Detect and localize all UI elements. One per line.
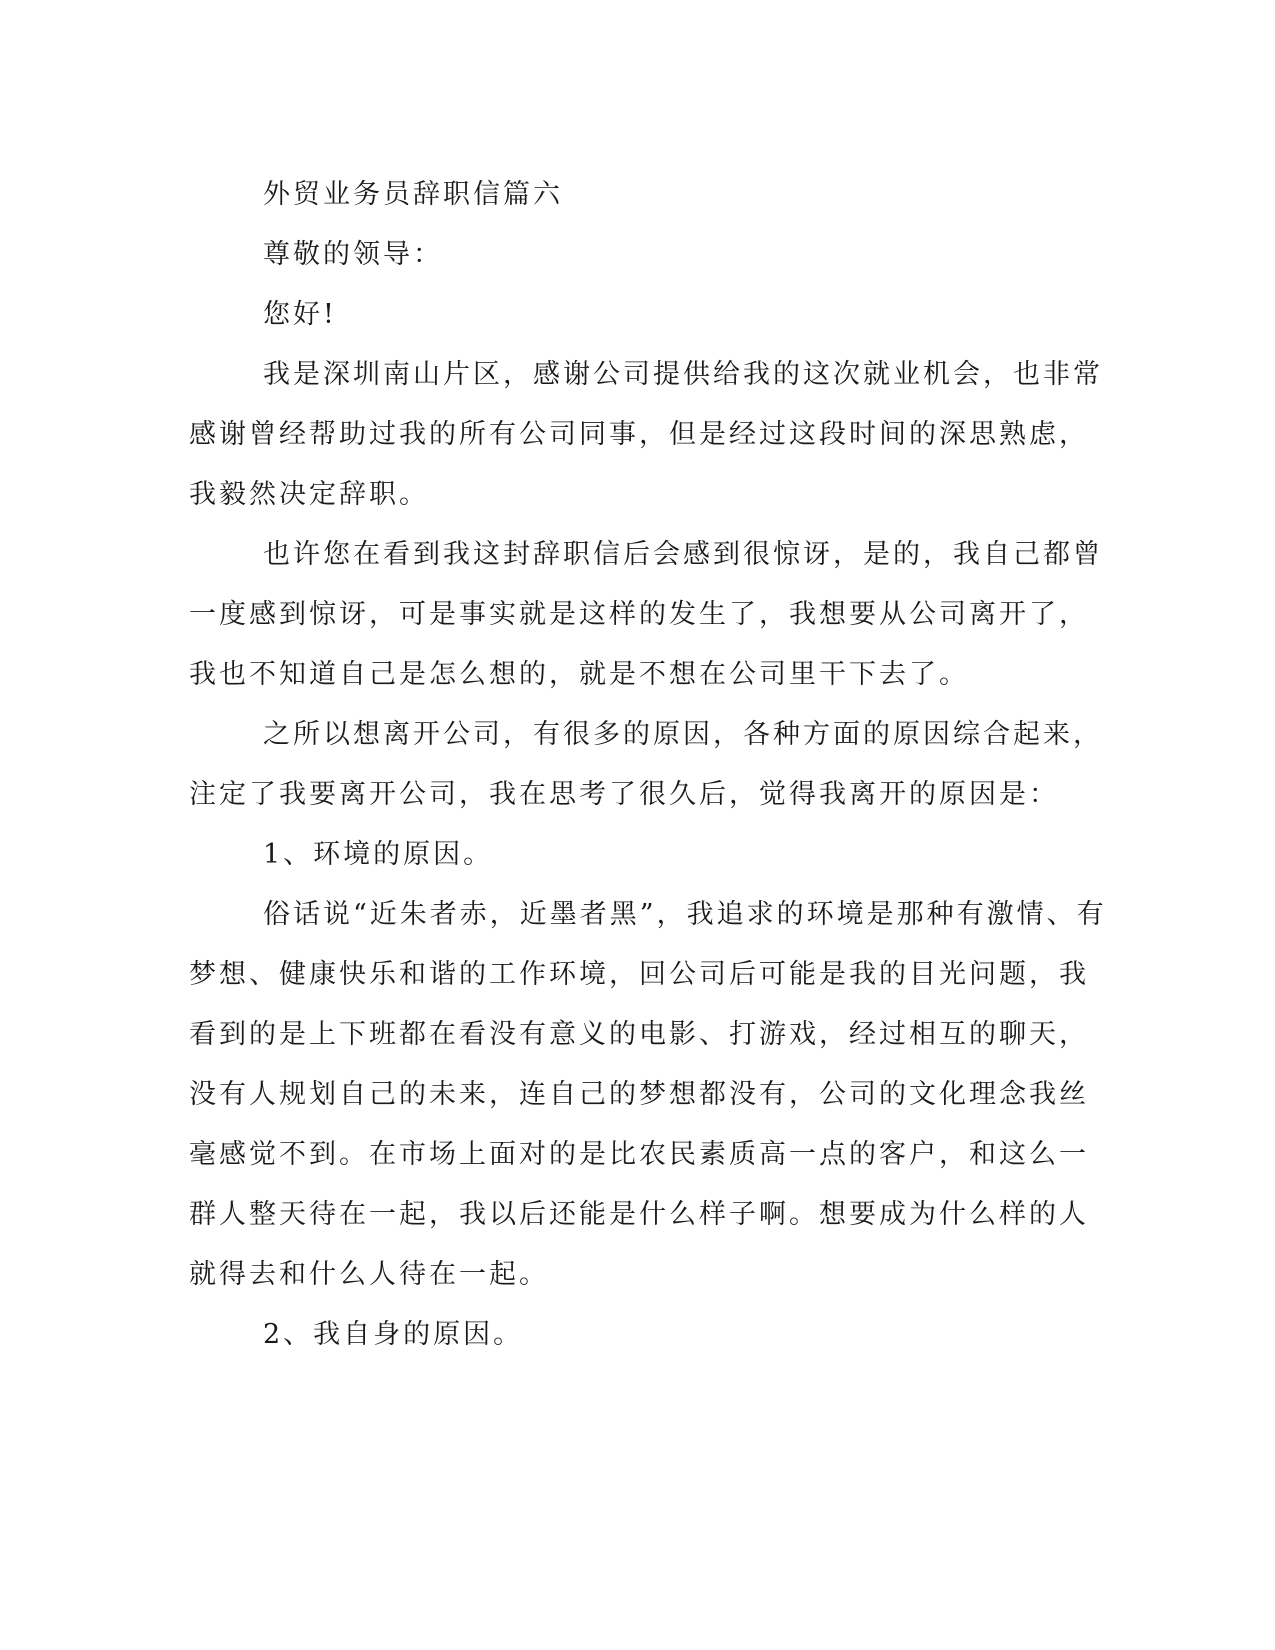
paragraph-line: 就得去和什么人待在一起。 bbox=[189, 1259, 549, 1290]
paragraph-line: 注定了我要离开公司，我在思考了很久后，觉得我离开的原因是： bbox=[189, 779, 1059, 810]
paragraph-line: 一度感到惊讶，可是事实就是这样的发生了，我想要从公司离开了， bbox=[189, 599, 1089, 630]
paragraph-line: 毫感觉不到。在市场上面对的是比农民素质高一点的客户，和这么一 bbox=[189, 1139, 1089, 1170]
paragraph-3 bbox=[189, 705, 1103, 825]
paragraph-line: 之所以想离开公司，有很多的原因，各种方面的原因综合起来， bbox=[263, 719, 1103, 750]
paragraph-line: 群人整天待在一起，我以后还能是什么样子啊。想要成为什么样的人 bbox=[189, 1199, 1089, 1230]
paragraph-line: 看到的是上下班都在看没有意义的电影、打游戏，经过相互的聊天， bbox=[189, 1019, 1089, 1050]
salutation: 尊敬的领导： bbox=[263, 239, 443, 270]
paragraph-line: 我是深圳南山片区，感谢公司提供给我的这次就业机会，也非常 bbox=[263, 359, 1103, 390]
paragraph-line: 没有人规划自己的未来，连自己的梦想都没有，公司的文化理念我丝 bbox=[189, 1079, 1089, 1110]
greeting: 您好! bbox=[263, 299, 337, 330]
list-item-heading-2: 2、我自身的原因。 bbox=[263, 1319, 524, 1350]
letter-body bbox=[189, 165, 1107, 1365]
paragraph-line: 梦想、健康快乐和谐的工作环境，回公司后可能是我的目光问题，我 bbox=[189, 959, 1089, 990]
paragraph-4 bbox=[189, 885, 1107, 1305]
paragraph-line: 也许您在看到我这封辞职信后会感到很惊讶，是的，我自己都曾 bbox=[263, 539, 1103, 570]
paragraph-line: 我也不知道自己是怎么想的，就是不想在公司里干下去了。 bbox=[189, 659, 969, 690]
paragraph-line: 俗话说“近朱者赤，近墨者黑”，我追求的环境是那种有激情、有 bbox=[263, 899, 1107, 930]
paragraph-line: 感谢曾经帮助过我的所有公司同事，但是经过这段时间的深思熟虑， bbox=[189, 419, 1089, 450]
paragraph-line: 我毅然决定辞职。 bbox=[189, 479, 429, 510]
list-item-heading-1: 1、环境的原因。 bbox=[263, 839, 494, 870]
paragraph-1 bbox=[189, 345, 1103, 525]
letter-title: 外贸业务员辞职信篇六 bbox=[263, 179, 563, 210]
paragraph-2 bbox=[189, 525, 1103, 705]
